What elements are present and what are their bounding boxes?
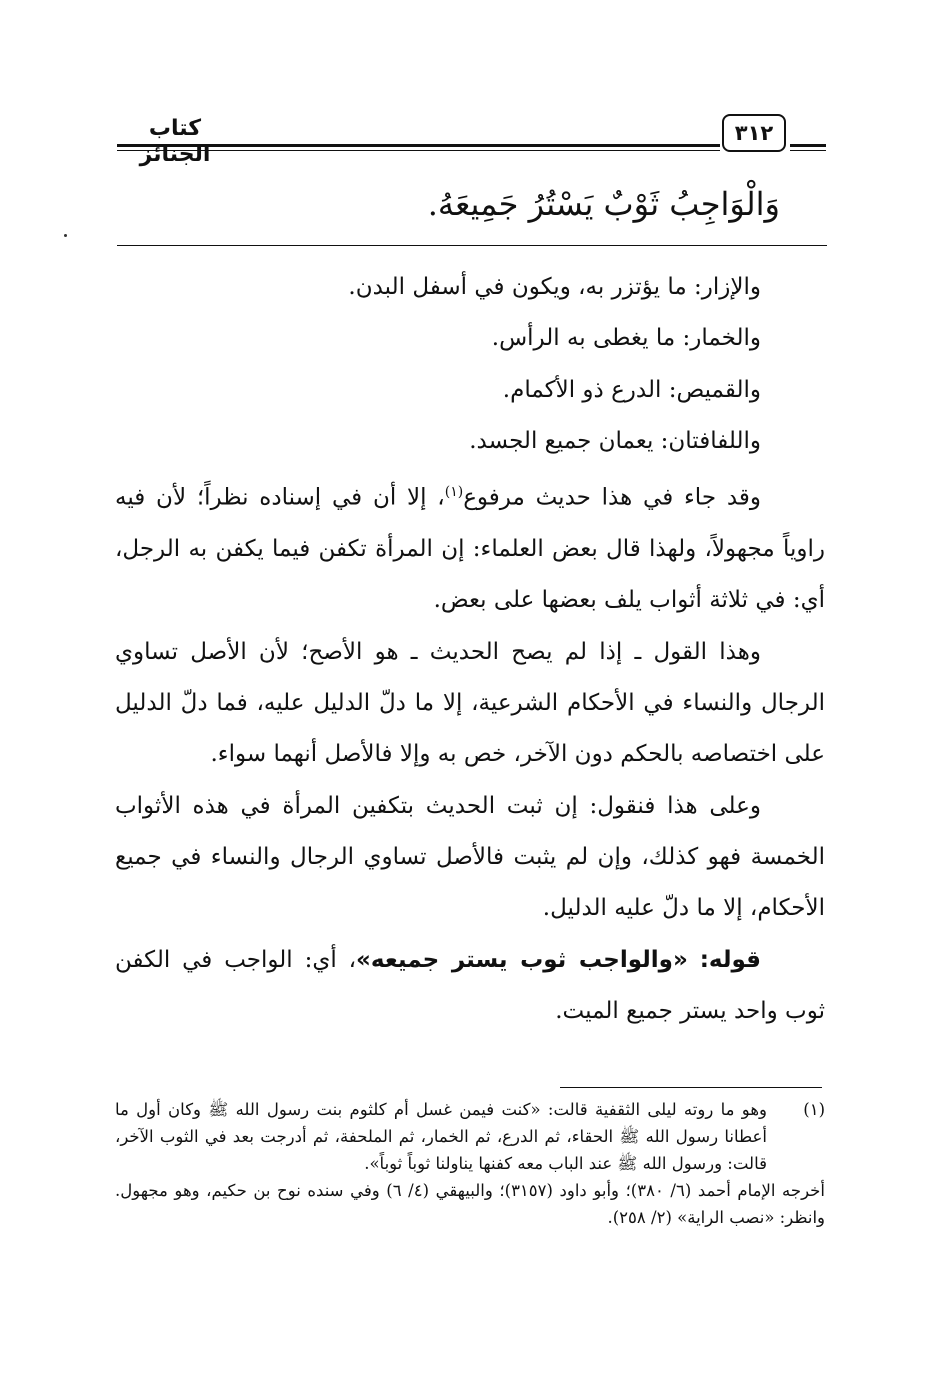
qawluhu-quote: «والواجب ثوب يستر جميعه» xyxy=(356,946,688,973)
definition-izar: والإزار: ما يؤتزر به، ويكون في أسفل البدن. xyxy=(348,274,761,300)
paragraph-hadith-start: وقد جاء في هذا حديث مرفوع xyxy=(463,484,761,511)
paragraph-conclusion: وعلى هذا فنقول: إن ثبت الحديث بتكفين المرأة في هذه الأثواب الخمسة فهو كذلك، وإن لم يثبت فالأصل تساوي الرجال والنساء في جميع الأحكام، إلا ما دلّ عليه الدليل. xyxy=(115,792,825,922)
qawluhu-label: قوله: xyxy=(699,946,761,973)
definition-lifafatan: واللفافتان: يعمان جميع الجسد. xyxy=(469,427,761,454)
footnote-separator xyxy=(560,1087,822,1088)
matn-separator xyxy=(117,245,827,246)
scan-speck xyxy=(64,234,67,237)
matn-text: وَالْوَاجِبُ ثَوْبٌ يَسْتُرُ جَمِيعَهُ. xyxy=(427,185,780,223)
footnote-text: وهو ما روته ليلى الثقفية قالت: «كنت فيمن غسل أم كلثوم بنت رسول الله ﷺ وكان أول ما أعطانا رسول الله ﷺ الحقاء، ثم الدرع، ثم الخمار، ثم الملحفة، ثم أدرجت بعد في الثوب الآخر، قالت: ورسول الله ﷺ عند الباب معه كفنها يناولنا ثوباً ثوباً». xyxy=(115,1100,767,1173)
footnote-reference[interactable]: (١) xyxy=(444,484,464,501)
footnotes xyxy=(115,1096,825,1231)
header-rule-right-thin xyxy=(790,150,826,151)
footnote-source: أخرجه الإمام أحمد (٦/ ٣٨٠)؛ وأبو داود (٣١٥٧)؛ والبيهقي (٤/ ٦) وفي سنده نوح بن حكيم، وهو مجهول. وانظر: «نصب الراية» (٢/ ٢٥٨). xyxy=(115,1181,825,1227)
definition-qamis: والقميص: الدرع ذو الأكمام. xyxy=(502,376,761,403)
header-rule-right-thick xyxy=(790,144,826,147)
header-rule-thin xyxy=(117,150,720,151)
definition-khimar: والخمار: ما يغطى به الرأس. xyxy=(491,325,761,352)
paragraph-qawluhu xyxy=(115,935,825,1038)
running-header-title: كتاب الجنائز xyxy=(139,116,211,167)
header-rule-thick xyxy=(117,144,720,147)
footnote-number: (١) xyxy=(803,1100,825,1119)
paragraph-ruling: وهذا القول ـ إذا لم يصح الحديث ـ هو الأصح؛ لأن الأصل تساوي الرجال والنساء في الأحكام الشرعية، إلا ما دلّ الدليل عليه، فما دلّ الدليل على اختصاصه بالحكم دون الآخر، خص به وإلا فالأصل أنهما سواء. xyxy=(115,638,825,768)
page-number-box: ٣١٢ xyxy=(722,114,786,152)
commentary xyxy=(115,262,825,1037)
paragraph-hadith-rest: ، إلا أن في إسناده نظراً؛ لأن فيه راوياً مجهولاً، ولهذا قال بعض العلماء: إن المرأة تكفن فيما يكفن به الرجل، أي: في ثلاثة أثواب يلف بعضها على بعض. xyxy=(115,484,825,614)
footnote-1 xyxy=(115,1096,825,1177)
qawluhu-explanation: ، أي: الواجب في الكفن ثوب واحد يستر جميع الميت. xyxy=(115,946,825,1024)
paragraph-hadith xyxy=(115,467,825,627)
